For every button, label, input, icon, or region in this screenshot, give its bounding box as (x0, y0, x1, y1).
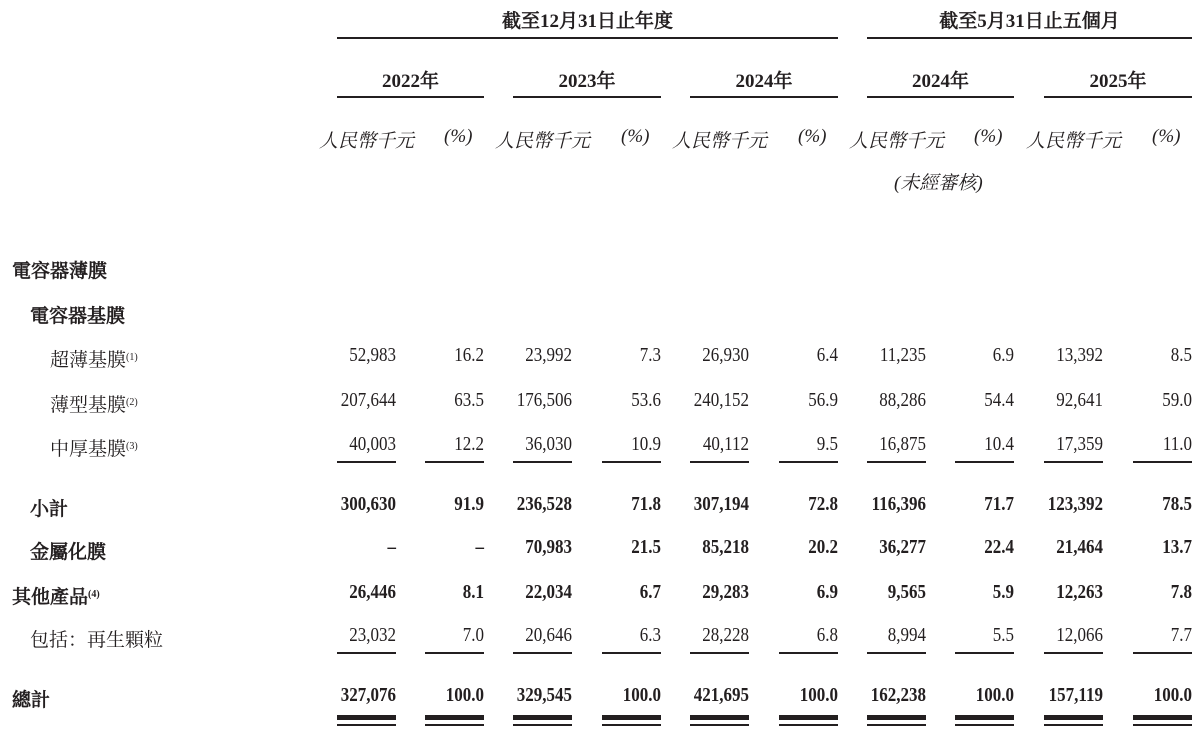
cell-double-underline (690, 715, 749, 720)
cell-double-underline (513, 715, 572, 720)
unit-percent: (%) (444, 126, 473, 147)
header-group-five-months: 截至5月31日止五個月 (939, 11, 1120, 32)
unit-amount: 人民幣千元 (495, 131, 591, 152)
footnote-marker: (4) (88, 589, 100, 600)
unaudited-note: (未經審核) (894, 173, 983, 194)
table-cell: 7.8 (1170, 581, 1192, 603)
cell-underline (955, 652, 1014, 654)
table-cell: 176,506 (516, 389, 572, 411)
cell-double-underline (513, 724, 572, 726)
header-group-year: 截至12月31日止年度 (501, 11, 673, 32)
row-label (50, 434, 138, 461)
header-rule (337, 37, 838, 39)
table-cell: 100.0 (445, 684, 484, 706)
table-cell: 116,396 (871, 493, 926, 515)
row-label (50, 345, 138, 372)
row-label (12, 685, 50, 712)
cell-double-underline (425, 724, 484, 726)
row-label-text: 超薄基膜 (50, 350, 127, 371)
table-cell: 52,983 (349, 344, 396, 366)
table-cell: 300,630 (340, 493, 396, 515)
year-rule (513, 96, 661, 98)
unit-amount: 人民幣千元 (319, 131, 415, 152)
table-cell: 236,528 (516, 493, 572, 515)
footnote-marker: (3) (126, 441, 138, 452)
row-label-text: 其他產品 (12, 587, 89, 608)
row-label-text: 總計 (12, 690, 51, 711)
cell-double-underline (425, 715, 484, 720)
row-label-text: 電容器薄膜 (12, 261, 108, 282)
unit-amount: 人民幣千元 (1026, 131, 1122, 152)
cell-double-underline (779, 715, 838, 720)
cell-underline (1044, 652, 1103, 654)
row-label (50, 390, 138, 417)
table-cell: 12.2 (454, 433, 484, 455)
table-cell: 85,218 (702, 536, 749, 558)
table-cell: 9,565 (887, 581, 926, 603)
cell-double-underline (337, 715, 396, 720)
table-cell: 7.7 (1170, 624, 1192, 646)
row-label-text: 電容器基膜 (30, 306, 126, 327)
unit-percent: (%) (798, 126, 827, 147)
table-cell: 6.9 (816, 581, 838, 603)
cell-double-underline (337, 724, 396, 726)
table-cell: 28,228 (702, 624, 749, 646)
row-label (30, 537, 106, 564)
year-header: 2024年 (911, 71, 969, 92)
cell-underline (955, 461, 1014, 463)
cell-double-underline (1133, 724, 1192, 726)
cell-double-underline (779, 724, 838, 726)
table-cell: 92,641 (1056, 389, 1103, 411)
table-cell: 23,032 (349, 624, 396, 646)
table-cell: 10.9 (631, 433, 661, 455)
table-cell: 72.8 (808, 493, 838, 515)
cell-underline (779, 461, 838, 463)
cell-double-underline (690, 724, 749, 726)
cell-underline (779, 652, 838, 654)
table-cell: 71.8 (631, 493, 661, 515)
table-cell: 421,695 (693, 684, 749, 706)
table-cell: 327,076 (340, 684, 396, 706)
cell-underline (337, 652, 396, 654)
year-header: 2022年 (381, 71, 439, 92)
table-cell: – (475, 536, 484, 558)
table-cell: 78.5 (1162, 493, 1192, 515)
table-cell: 100.0 (1153, 684, 1192, 706)
table-cell: 6.4 (816, 344, 838, 366)
cell-underline (690, 461, 749, 463)
table-cell: 100.0 (975, 684, 1014, 706)
cell-double-underline (867, 724, 926, 726)
unit-amount: 人民幣千元 (672, 131, 768, 152)
table-cell: 123,392 (1047, 493, 1103, 515)
table-cell: 9.5 (816, 433, 838, 455)
table-cell: 329,545 (516, 684, 572, 706)
table-cell: 307,194 (693, 493, 749, 515)
table-cell: 6.8 (816, 624, 838, 646)
table-cell: 22,034 (525, 581, 572, 603)
table-cell: 7.3 (639, 344, 661, 366)
table-cell: 20,646 (525, 624, 572, 646)
row-label-text: 薄型基膜 (50, 395, 127, 416)
table-cell: 8,994 (887, 624, 926, 646)
year-rule (337, 96, 484, 98)
year-rule (867, 96, 1014, 98)
cell-double-underline (1133, 715, 1192, 720)
cell-double-underline (867, 715, 926, 720)
cell-underline (513, 652, 572, 654)
year-rule (690, 96, 838, 98)
table-cell: 88,286 (879, 389, 926, 411)
cell-double-underline (602, 724, 661, 726)
unit-percent: (%) (974, 126, 1003, 147)
year-header: 2024年 (735, 71, 793, 92)
table-cell: 6.9 (992, 344, 1014, 366)
cell-underline (337, 461, 396, 463)
row-label (30, 494, 68, 521)
table-cell: 5.9 (992, 581, 1014, 603)
footnote-marker: (1) (126, 352, 138, 363)
table-cell: 63.5 (454, 389, 484, 411)
header-rule (867, 37, 1192, 39)
unit-percent: (%) (621, 126, 650, 147)
table-cell: 54.4 (984, 389, 1014, 411)
cell-underline (1044, 461, 1103, 463)
unit-percent: (%) (1152, 126, 1181, 147)
table-cell: 11,235 (879, 344, 926, 366)
row-label (30, 625, 163, 652)
cell-double-underline (1044, 724, 1103, 726)
footnote-marker: (2) (126, 397, 138, 408)
table-cell: 59.0 (1162, 389, 1192, 411)
table-cell: 8.5 (1170, 344, 1192, 366)
row-label (12, 582, 100, 609)
table-cell: 207,644 (340, 389, 396, 411)
table-cell: 13,392 (1056, 344, 1103, 366)
table-cell: 157,119 (1048, 684, 1103, 706)
table-cell: 100.0 (799, 684, 838, 706)
table-cell: 40,112 (702, 433, 749, 455)
cell-underline (867, 461, 926, 463)
cell-double-underline (955, 715, 1014, 720)
unit-amount: 人民幣千元 (849, 131, 945, 152)
cell-underline (602, 461, 661, 463)
table-cell: 56.9 (808, 389, 838, 411)
table-cell: 29,283 (702, 581, 749, 603)
table-cell: 16,875 (879, 433, 926, 455)
row-label (12, 256, 107, 283)
cell-underline (1133, 461, 1192, 463)
table-cell: 91.9 (454, 493, 484, 515)
year-header: 2025年 (1089, 71, 1147, 92)
table-cell: 71.7 (984, 493, 1014, 515)
row-label-text: 包括：再生顆粒 (30, 630, 164, 651)
table-cell: 36,030 (525, 433, 572, 455)
table-cell: 26,446 (349, 581, 396, 603)
cell-underline (513, 461, 572, 463)
table-cell: 36,277 (879, 536, 926, 558)
table-cell: – (387, 536, 396, 558)
table-cell: 21,464 (1056, 536, 1103, 558)
table-cell: 26,930 (702, 344, 749, 366)
table-cell: 6.7 (639, 581, 661, 603)
table-cell: 8.1 (462, 581, 484, 603)
table-cell: 240,152 (693, 389, 749, 411)
table-cell: 100.0 (622, 684, 661, 706)
row-label (30, 301, 125, 328)
table-cell: 70,983 (525, 536, 572, 558)
table-cell: 7.0 (462, 624, 484, 646)
table-cell: 40,003 (349, 433, 396, 455)
cell-underline (1133, 652, 1192, 654)
cell-underline (602, 652, 661, 654)
table-cell: 13.7 (1162, 536, 1192, 558)
cell-underline (425, 652, 484, 654)
cell-double-underline (1044, 715, 1103, 720)
cell-double-underline (955, 724, 1014, 726)
cell-underline (867, 652, 926, 654)
table-cell: 5.5 (992, 624, 1014, 646)
cell-double-underline (602, 715, 661, 720)
row-label-text: 金屬化膜 (30, 542, 107, 563)
row-label-text: 中厚基膜 (50, 439, 127, 460)
cell-underline (690, 652, 749, 654)
table-cell: 12,066 (1056, 624, 1103, 646)
year-rule (1044, 96, 1192, 98)
table-cell: 11.0 (1162, 433, 1192, 455)
table-cell: 21.5 (631, 536, 661, 558)
table-cell: 20.2 (808, 536, 838, 558)
table-cell: 53.6 (631, 389, 661, 411)
table-cell: 16.2 (454, 344, 484, 366)
table-cell: 6.3 (639, 624, 661, 646)
cell-underline (425, 461, 484, 463)
table-cell: 23,992 (525, 344, 572, 366)
table-cell: 162,238 (870, 684, 926, 706)
table-cell: 17,359 (1056, 433, 1103, 455)
table-cell: 22.4 (984, 536, 1014, 558)
table-cell: 10.4 (984, 433, 1014, 455)
table-cell: 12,263 (1056, 581, 1103, 603)
row-label-text: 小計 (30, 499, 69, 520)
year-header: 2023年 (558, 71, 616, 92)
